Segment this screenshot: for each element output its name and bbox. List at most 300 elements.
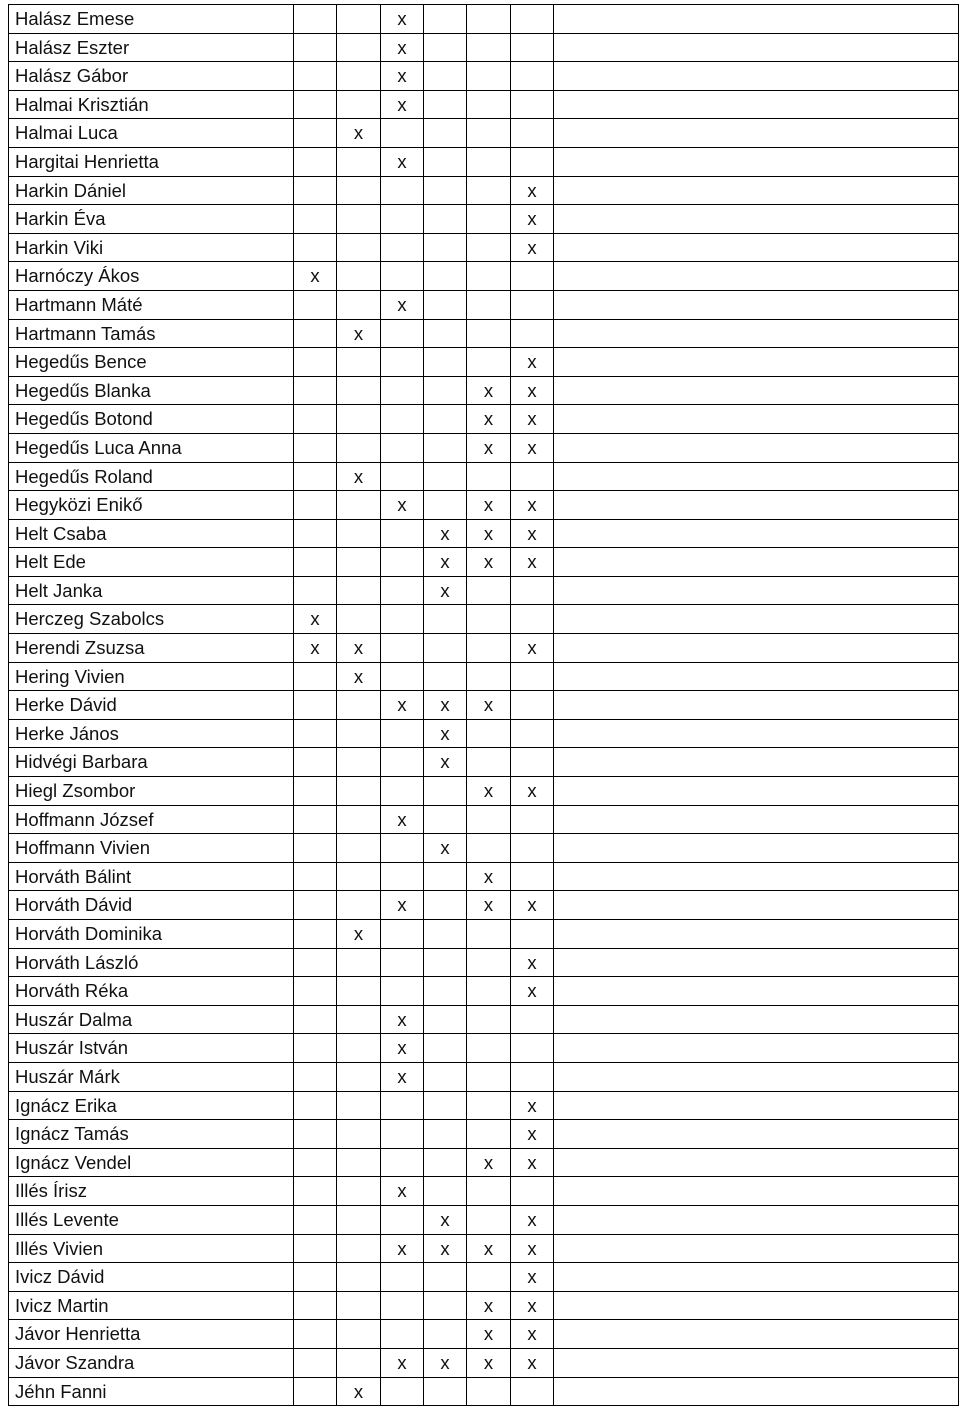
mark-cell-col-6: x (511, 405, 554, 434)
mark-cell-col-3 (381, 319, 424, 348)
table-row (9, 62, 959, 91)
table-row (9, 233, 959, 262)
person-name-cell: Ivicz Martin (9, 1291, 294, 1320)
mark-cell-col-6 (511, 262, 554, 291)
mark-cell-col-7 (554, 1062, 959, 1091)
person-name-cell: Hoffmann József (9, 805, 294, 834)
person-name-cell: Hegedűs Luca Anna (9, 433, 294, 462)
mark-cell-col-6 (511, 1062, 554, 1091)
mark-cell-col-1 (294, 948, 337, 977)
mark-cell-col-7 (554, 548, 959, 577)
mark-cell-col-2 (337, 1263, 381, 1292)
table-row (9, 777, 959, 806)
mark-cell-col-5 (467, 576, 511, 605)
mark-cell-col-6: x (511, 348, 554, 377)
mark-cell-col-7 (554, 805, 959, 834)
mark-cell-col-3: x (381, 62, 424, 91)
person-name-cell: Horváth László (9, 948, 294, 977)
person-name-cell: Hiegl Zsombor (9, 777, 294, 806)
mark-cell-col-7 (554, 376, 959, 405)
person-name-cell: Hegyközi Enikő (9, 491, 294, 520)
table-row (9, 1377, 959, 1406)
person-name-cell: Ignácz Vendel (9, 1148, 294, 1177)
mark-cell-col-7 (554, 691, 959, 720)
mark-cell-col-2: x (337, 634, 381, 663)
mark-cell-col-2: x (337, 1377, 381, 1406)
mark-cell-col-1 (294, 777, 337, 806)
mark-cell-col-3: x (381, 1234, 424, 1263)
table-row (9, 262, 959, 291)
person-name-cell: Hoffmann Vivien (9, 834, 294, 863)
mark-cell-col-3 (381, 920, 424, 949)
table-row (9, 348, 959, 377)
person-name-cell: Herke Dávid (9, 691, 294, 720)
mark-cell-col-4 (424, 205, 467, 234)
mark-cell-col-4: x (424, 691, 467, 720)
mark-cell-col-1 (294, 90, 337, 119)
mark-cell-col-7 (554, 1091, 959, 1120)
mark-cell-col-6 (511, 5, 554, 34)
mark-cell-col-5: x (467, 1148, 511, 1177)
mark-cell-col-5: x (467, 691, 511, 720)
person-name-cell: Ivicz Dávid (9, 1263, 294, 1292)
mark-cell-col-4 (424, 147, 467, 176)
mark-cell-col-6 (511, 805, 554, 834)
person-name-cell: Hegedűs Roland (9, 462, 294, 491)
mark-cell-col-5: x (467, 405, 511, 434)
mark-cell-col-3: x (381, 805, 424, 834)
mark-cell-col-2 (337, 519, 381, 548)
mark-cell-col-5 (467, 33, 511, 62)
mark-cell-col-2 (337, 1062, 381, 1091)
mark-cell-col-3 (381, 862, 424, 891)
mark-cell-col-6 (511, 290, 554, 319)
person-name-cell: Hering Vivien (9, 662, 294, 691)
mark-cell-col-3 (381, 233, 424, 262)
mark-cell-col-2 (337, 605, 381, 634)
mark-cell-col-6 (511, 862, 554, 891)
mark-cell-col-4 (424, 948, 467, 977)
table-row (9, 119, 959, 148)
mark-cell-col-2 (337, 548, 381, 577)
mark-cell-col-3: x (381, 1177, 424, 1206)
mark-cell-col-7 (554, 119, 959, 148)
mark-cell-col-1 (294, 576, 337, 605)
mark-cell-col-4 (424, 290, 467, 319)
table-row (9, 147, 959, 176)
mark-cell-col-4 (424, 405, 467, 434)
person-name-cell: Herczeg Szabolcs (9, 605, 294, 634)
mark-cell-col-1 (294, 1148, 337, 1177)
mark-cell-col-1 (294, 891, 337, 920)
table-row (9, 691, 959, 720)
person-name-cell: Jávor Szandra (9, 1348, 294, 1377)
person-name-cell: Ignácz Tamás (9, 1120, 294, 1149)
mark-cell-col-1 (294, 748, 337, 777)
mark-cell-col-6: x (511, 777, 554, 806)
mark-cell-col-7 (554, 834, 959, 863)
table-row (9, 1348, 959, 1377)
mark-cell-col-1 (294, 1348, 337, 1377)
table-row (9, 1234, 959, 1263)
mark-cell-col-2 (337, 1091, 381, 1120)
mark-cell-col-5 (467, 90, 511, 119)
mark-cell-col-3 (381, 1320, 424, 1349)
mark-cell-col-7 (554, 748, 959, 777)
mark-cell-col-7 (554, 1034, 959, 1063)
table-row (9, 1120, 959, 1149)
mark-cell-col-5 (467, 262, 511, 291)
mark-cell-col-4: x (424, 834, 467, 863)
table-row (9, 1291, 959, 1320)
mark-cell-col-4 (424, 777, 467, 806)
mark-cell-col-2 (337, 805, 381, 834)
person-name-cell: Ignácz Erika (9, 1091, 294, 1120)
table-row (9, 462, 959, 491)
mark-cell-col-7 (554, 5, 959, 34)
mark-cell-col-6: x (511, 1234, 554, 1263)
mark-cell-col-5 (467, 1263, 511, 1292)
mark-cell-col-5 (467, 605, 511, 634)
mark-cell-col-5: x (467, 376, 511, 405)
mark-cell-col-5: x (467, 777, 511, 806)
mark-cell-col-4: x (424, 1348, 467, 1377)
person-name-cell: Horváth Bálint (9, 862, 294, 891)
mark-cell-col-4 (424, 920, 467, 949)
mark-cell-col-4 (424, 1148, 467, 1177)
mark-cell-col-5 (467, 1377, 511, 1406)
person-name-cell: Herke János (9, 719, 294, 748)
mark-cell-col-6: x (511, 1148, 554, 1177)
table-row (9, 433, 959, 462)
mark-cell-col-6 (511, 33, 554, 62)
mark-cell-col-4 (424, 5, 467, 34)
table-row (9, 1320, 959, 1349)
mark-cell-col-4 (424, 862, 467, 891)
mark-cell-col-1 (294, 119, 337, 148)
mark-cell-col-6: x (511, 634, 554, 663)
person-name-cell: Jávor Henrietta (9, 1320, 294, 1349)
mark-cell-col-2 (337, 290, 381, 319)
table-row (9, 376, 959, 405)
mark-cell-col-6: x (511, 1348, 554, 1377)
mark-cell-col-2 (337, 90, 381, 119)
mark-cell-col-5 (467, 176, 511, 205)
person-name-cell: Hargitai Henrietta (9, 147, 294, 176)
mark-cell-col-4 (424, 1091, 467, 1120)
mark-cell-col-2 (337, 834, 381, 863)
mark-cell-col-2 (337, 348, 381, 377)
mark-cell-col-2 (337, 205, 381, 234)
mark-cell-col-4 (424, 433, 467, 462)
mark-cell-col-3: x (381, 147, 424, 176)
mark-cell-col-2 (337, 376, 381, 405)
mark-cell-col-7 (554, 719, 959, 748)
attendance-table (8, 4, 959, 1406)
mark-cell-col-3 (381, 348, 424, 377)
mark-cell-col-3 (381, 1377, 424, 1406)
mark-cell-col-1 (294, 1291, 337, 1320)
mark-cell-col-4 (424, 977, 467, 1006)
mark-cell-col-3 (381, 634, 424, 663)
mark-cell-col-3: x (381, 1005, 424, 1034)
mark-cell-col-2 (337, 233, 381, 262)
mark-cell-col-6: x (511, 376, 554, 405)
mark-cell-col-4: x (424, 1234, 467, 1263)
mark-cell-col-3: x (381, 891, 424, 920)
mark-cell-col-3 (381, 119, 424, 148)
mark-cell-col-2 (337, 862, 381, 891)
mark-cell-col-1 (294, 5, 337, 34)
mark-cell-col-1 (294, 834, 337, 863)
mark-cell-col-6: x (511, 1320, 554, 1349)
person-name-cell: Halmai Krisztián (9, 90, 294, 119)
mark-cell-col-3: x (381, 1348, 424, 1377)
table-row (9, 290, 959, 319)
mark-cell-col-3 (381, 519, 424, 548)
mark-cell-col-6 (511, 691, 554, 720)
mark-cell-col-5 (467, 319, 511, 348)
mark-cell-col-6: x (511, 433, 554, 462)
mark-cell-col-4 (424, 1377, 467, 1406)
mark-cell-col-1 (294, 1062, 337, 1091)
mark-cell-col-3 (381, 834, 424, 863)
mark-cell-col-2: x (337, 462, 381, 491)
table-row (9, 862, 959, 891)
mark-cell-col-4 (424, 1320, 467, 1349)
person-name-cell: Harkin Viki (9, 233, 294, 262)
mark-cell-col-1 (294, 862, 337, 891)
mark-cell-col-2 (337, 891, 381, 920)
mark-cell-col-2 (337, 1148, 381, 1177)
mark-cell-col-5 (467, 62, 511, 91)
mark-cell-col-7 (554, 1377, 959, 1406)
mark-cell-col-2 (337, 147, 381, 176)
mark-cell-col-1: x (294, 605, 337, 634)
mark-cell-col-5 (467, 233, 511, 262)
mark-cell-col-2 (337, 262, 381, 291)
mark-cell-col-2: x (337, 319, 381, 348)
mark-cell-col-5: x (467, 891, 511, 920)
mark-cell-col-1 (294, 1120, 337, 1149)
mark-cell-col-5: x (467, 1234, 511, 1263)
table-row (9, 405, 959, 434)
mark-cell-col-4 (424, 891, 467, 920)
mark-cell-col-4 (424, 348, 467, 377)
mark-cell-col-3 (381, 1148, 424, 1177)
mark-cell-col-2 (337, 62, 381, 91)
mark-cell-col-1 (294, 33, 337, 62)
mark-cell-col-5: x (467, 519, 511, 548)
table-row (9, 834, 959, 863)
mark-cell-col-5: x (467, 862, 511, 891)
mark-cell-col-3 (381, 1205, 424, 1234)
mark-cell-col-4 (424, 62, 467, 91)
mark-cell-col-7 (554, 147, 959, 176)
mark-cell-col-1 (294, 233, 337, 262)
mark-cell-col-1 (294, 376, 337, 405)
mark-cell-col-3 (381, 205, 424, 234)
mark-cell-col-2 (337, 948, 381, 977)
mark-cell-col-2 (337, 33, 381, 62)
table-row (9, 319, 959, 348)
mark-cell-col-2 (337, 748, 381, 777)
mark-cell-col-1 (294, 433, 337, 462)
mark-cell-col-2 (337, 691, 381, 720)
mark-cell-col-2 (337, 719, 381, 748)
mark-cell-col-1 (294, 1091, 337, 1120)
mark-cell-col-4 (424, 319, 467, 348)
mark-cell-col-2: x (337, 920, 381, 949)
person-name-cell: Halász Emese (9, 5, 294, 34)
mark-cell-col-5 (467, 805, 511, 834)
mark-cell-col-2 (337, 1005, 381, 1034)
mark-cell-col-6: x (511, 1263, 554, 1292)
mark-cell-col-1: x (294, 262, 337, 291)
mark-cell-col-5 (467, 719, 511, 748)
mark-cell-col-5 (467, 1091, 511, 1120)
mark-cell-col-7 (554, 319, 959, 348)
mark-cell-col-7 (554, 576, 959, 605)
mark-cell-col-5: x (467, 433, 511, 462)
mark-cell-col-7 (554, 862, 959, 891)
mark-cell-col-4 (424, 1177, 467, 1206)
table-row (9, 205, 959, 234)
mark-cell-col-7 (554, 1005, 959, 1034)
mark-cell-col-1: x (294, 634, 337, 663)
mark-cell-col-2 (337, 433, 381, 462)
mark-cell-col-6: x (511, 1091, 554, 1120)
person-name-cell: Horváth Réka (9, 977, 294, 1006)
mark-cell-col-6 (511, 119, 554, 148)
mark-cell-col-1 (294, 290, 337, 319)
mark-cell-col-2 (337, 1034, 381, 1063)
mark-cell-col-5: x (467, 548, 511, 577)
person-name-cell: Horváth Dávid (9, 891, 294, 920)
mark-cell-col-1 (294, 662, 337, 691)
person-name-cell: Helt Csaba (9, 519, 294, 548)
mark-cell-col-5: x (467, 1348, 511, 1377)
table-row (9, 891, 959, 920)
mark-cell-col-2 (337, 777, 381, 806)
mark-cell-col-4 (424, 1263, 467, 1292)
mark-cell-col-4 (424, 662, 467, 691)
table-row (9, 920, 959, 949)
mark-cell-col-3 (381, 777, 424, 806)
mark-cell-col-3 (381, 1263, 424, 1292)
mark-cell-col-3 (381, 376, 424, 405)
mark-cell-col-7 (554, 33, 959, 62)
mark-cell-col-7 (554, 1148, 959, 1177)
mark-cell-col-4 (424, 462, 467, 491)
mark-cell-col-4 (424, 1005, 467, 1034)
mark-cell-col-7 (554, 462, 959, 491)
mark-cell-col-6: x (511, 1205, 554, 1234)
mark-cell-col-7 (554, 777, 959, 806)
mark-cell-col-3 (381, 433, 424, 462)
mark-cell-col-7 (554, 1120, 959, 1149)
mark-cell-col-2 (337, 1120, 381, 1149)
mark-cell-col-6 (511, 576, 554, 605)
mark-cell-col-6 (511, 605, 554, 634)
mark-cell-col-6: x (511, 948, 554, 977)
table-row (9, 719, 959, 748)
mark-cell-col-5 (467, 977, 511, 1006)
mark-cell-col-6 (511, 834, 554, 863)
mark-cell-col-2: x (337, 119, 381, 148)
mark-cell-col-7 (554, 1348, 959, 1377)
mark-cell-col-1 (294, 1234, 337, 1263)
mark-cell-col-1 (294, 920, 337, 949)
mark-cell-col-7 (554, 519, 959, 548)
mark-cell-col-3: x (381, 1062, 424, 1091)
table-row (9, 1034, 959, 1063)
mark-cell-col-1 (294, 205, 337, 234)
mark-cell-col-1 (294, 719, 337, 748)
mark-cell-col-5 (467, 1005, 511, 1034)
person-name-cell: Harnóczy Ákos (9, 262, 294, 291)
mark-cell-col-6 (511, 462, 554, 491)
person-name-cell: Harkin Éva (9, 205, 294, 234)
mark-cell-col-1 (294, 1263, 337, 1292)
mark-cell-col-7 (554, 90, 959, 119)
mark-cell-col-1 (294, 1177, 337, 1206)
mark-cell-col-7 (554, 1263, 959, 1292)
mark-cell-col-6 (511, 319, 554, 348)
mark-cell-col-3 (381, 1291, 424, 1320)
mark-cell-col-5 (467, 1034, 511, 1063)
mark-cell-col-5 (467, 634, 511, 663)
mark-cell-col-6 (511, 920, 554, 949)
mark-cell-col-1 (294, 977, 337, 1006)
mark-cell-col-4 (424, 1034, 467, 1063)
mark-cell-col-4 (424, 491, 467, 520)
mark-cell-col-1 (294, 319, 337, 348)
mark-cell-col-2 (337, 1291, 381, 1320)
table-row (9, 662, 959, 691)
person-name-cell: Helt Janka (9, 576, 294, 605)
mark-cell-col-7 (554, 262, 959, 291)
mark-cell-col-7 (554, 233, 959, 262)
person-name-cell: Halász Eszter (9, 33, 294, 62)
mark-cell-col-4 (424, 262, 467, 291)
table-row (9, 1005, 959, 1034)
mark-cell-col-7 (554, 405, 959, 434)
person-name-cell: Illés Írisz (9, 1177, 294, 1206)
person-name-cell: Huszár Dalma (9, 1005, 294, 1034)
mark-cell-col-5 (467, 5, 511, 34)
mark-cell-col-3: x (381, 491, 424, 520)
mark-cell-col-7 (554, 348, 959, 377)
mark-cell-col-3 (381, 977, 424, 1006)
mark-cell-col-3: x (381, 5, 424, 34)
mark-cell-col-4 (424, 1062, 467, 1091)
mark-cell-col-5 (467, 948, 511, 977)
mark-cell-col-6 (511, 1177, 554, 1206)
mark-cell-col-1 (294, 1205, 337, 1234)
mark-cell-col-7 (554, 977, 959, 1006)
person-name-cell: Halmai Luca (9, 119, 294, 148)
mark-cell-col-6 (511, 62, 554, 91)
mark-cell-col-7 (554, 948, 959, 977)
mark-cell-col-6: x (511, 977, 554, 1006)
person-name-cell: Hidvégi Barbara (9, 748, 294, 777)
mark-cell-col-7 (554, 290, 959, 319)
mark-cell-col-1 (294, 62, 337, 91)
mark-cell-col-7 (554, 1320, 959, 1349)
mark-cell-col-1 (294, 462, 337, 491)
mark-cell-col-5 (467, 662, 511, 691)
